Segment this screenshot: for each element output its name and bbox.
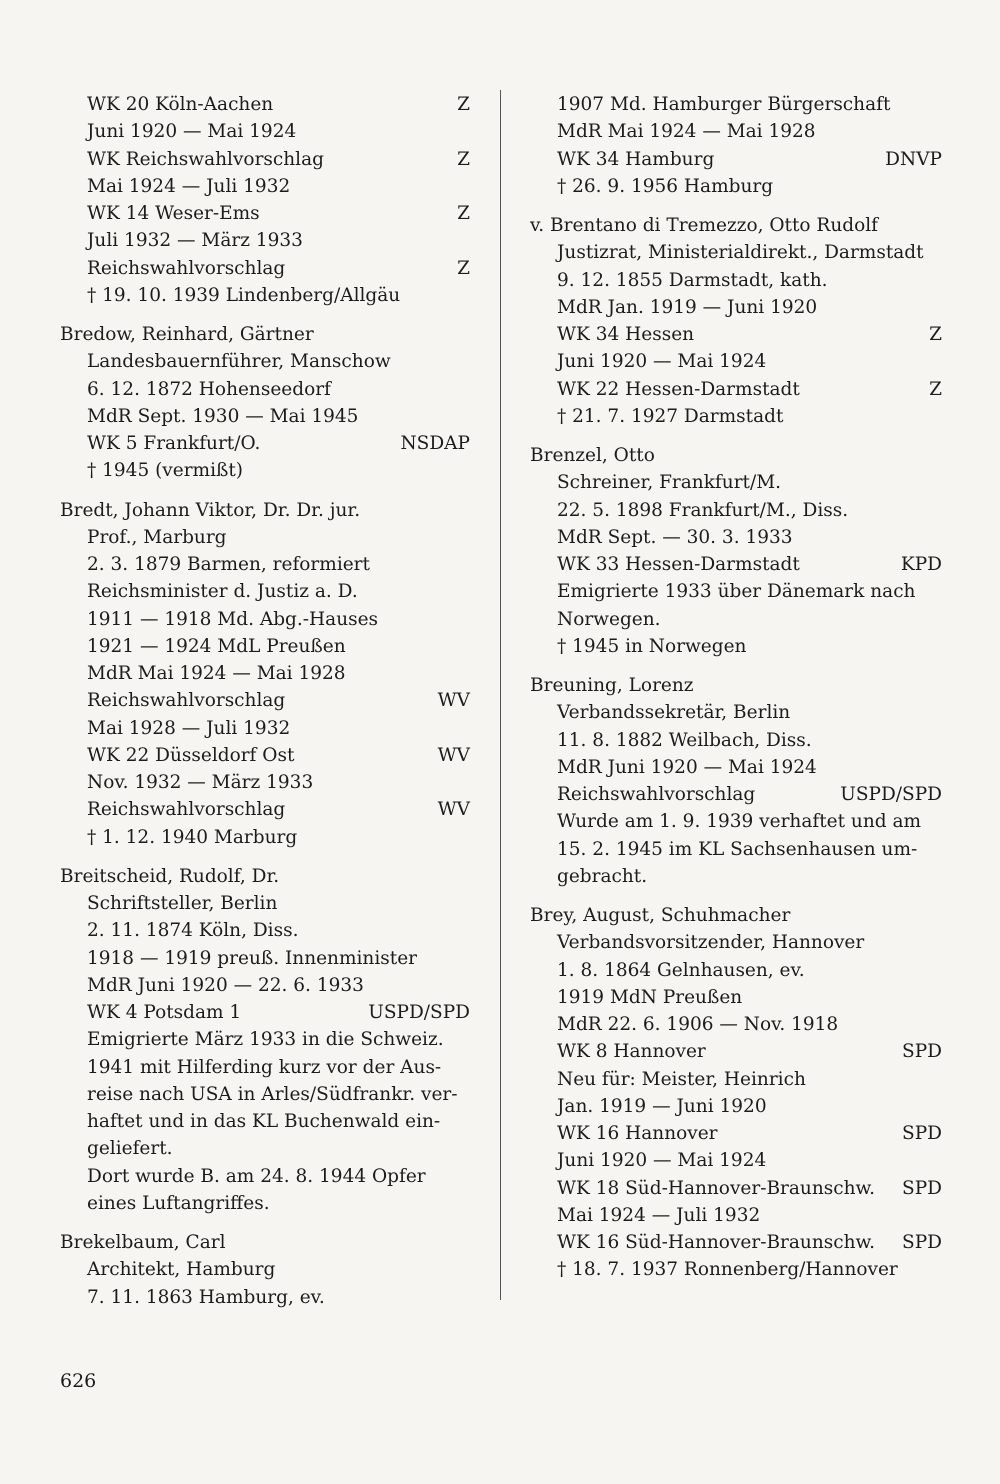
entry-line xyxy=(60,524,470,551)
party-label: SPD xyxy=(902,1041,942,1063)
entry-line xyxy=(530,808,942,835)
party-label: SPD xyxy=(902,1177,942,1199)
entry-line xyxy=(60,824,470,851)
entry-line xyxy=(530,781,942,808)
page-number: 626 xyxy=(60,1370,97,1392)
entry-line xyxy=(530,984,942,1011)
party-label: KPD xyxy=(900,554,942,575)
entry-text: Neu für: Meister, Heinrich xyxy=(557,1068,806,1090)
entry-text: † 1945 (vermißt) xyxy=(87,460,244,482)
entry-line xyxy=(530,1120,942,1147)
entry-text: 1919 MdN Preußen xyxy=(557,986,743,1008)
member-name: v. Brentano di Tremezzo, Otto Rudolf xyxy=(530,215,879,236)
member-name: Brenzel, Otto xyxy=(530,445,655,466)
entry-text: Mai 1928 — Juli 1932 xyxy=(87,717,291,739)
entry-line xyxy=(60,742,470,769)
entry-text: Juni 1920 — Mai 1924 xyxy=(557,1150,767,1172)
entry-text: WK 14 Weser-Ems xyxy=(87,203,260,224)
party-label: Z xyxy=(457,203,470,224)
column-divider xyxy=(500,90,501,1300)
entry-line xyxy=(60,1256,470,1283)
entry-text: † 18. 7. 1937 Ronnenberg/Hannover xyxy=(557,1259,898,1281)
party-label: WV xyxy=(437,744,470,766)
entry-text: 22. 5. 1898 Frankfurt/M., Diss. xyxy=(557,499,849,521)
entry-line xyxy=(60,255,470,282)
entry-line xyxy=(530,403,942,430)
entry-text: MdR Sept. — 30. 3. 1933 xyxy=(557,526,793,548)
member-name: Brey, August, Schuhmacher xyxy=(530,905,791,926)
entry-text: Emigrierte März 1933 in die Schweiz. xyxy=(87,1029,444,1051)
entry-line xyxy=(530,957,942,984)
entry-line xyxy=(530,633,942,660)
entry-line xyxy=(60,91,470,118)
entry-text: Juni 1920 — Mai 1924 xyxy=(87,121,297,143)
entry-heading xyxy=(530,672,942,699)
entry-text: MdR Sept. 1930 — Mai 1945 xyxy=(87,405,359,427)
entry-text: WK 5 Frankfurt/O. xyxy=(87,433,261,454)
entry-heading xyxy=(60,497,470,524)
entry-text: 7. 11. 1863 Hamburg, ev. xyxy=(87,1286,325,1308)
entry-text: WK 34 Hessen xyxy=(557,324,695,345)
entry-text: 9. 12. 1855 Darmstadt, kath. xyxy=(557,269,828,291)
entry-text: Wurde am 1. 9. 1939 verhaftet und am xyxy=(557,811,922,833)
entry-line xyxy=(530,239,942,266)
entry-text: 1907 Md. Hamburger Bürgerschaft xyxy=(557,94,891,115)
entry-line xyxy=(60,660,470,687)
entry-text: Mai 1924 — Juli 1932 xyxy=(87,175,291,197)
entry-line xyxy=(530,1202,942,1229)
entry-text: WK 8 Hannover xyxy=(557,1041,706,1063)
entry-text: Landesbauernführer, Manschow xyxy=(87,351,391,373)
member-name: Bredow, Reinhard, Gärtner xyxy=(60,324,314,345)
entry-line xyxy=(530,551,942,578)
entry-heading xyxy=(530,212,942,239)
entry-text: Nov. 1932 — März 1933 xyxy=(87,772,314,793)
entry-line xyxy=(60,227,470,254)
party-label: Z xyxy=(457,257,470,279)
entry-text: 6. 12. 1872 Hohenseedorf xyxy=(87,378,331,400)
entry-text: Reichswahlvorschlag xyxy=(557,784,756,805)
entry-line xyxy=(60,457,470,484)
entry-line xyxy=(60,796,470,823)
entry-line xyxy=(530,91,942,118)
entry-line xyxy=(60,999,470,1026)
entry-text: Jan. 1919 — Juni 1920 xyxy=(557,1095,767,1117)
party-label: Z xyxy=(457,148,470,170)
entry-line xyxy=(530,524,942,551)
entry-text: Architekt, Hamburg xyxy=(87,1259,276,1281)
entry-line xyxy=(530,1038,942,1065)
party-label: Z xyxy=(929,378,942,400)
entry-line xyxy=(530,1066,942,1093)
entry-line xyxy=(60,715,470,742)
entry-line xyxy=(60,430,470,457)
party-label: WV xyxy=(437,690,470,712)
entry-text: † 19. 10. 1939 Lindenberg/Allgäu xyxy=(87,284,401,306)
member-name: Brekelbaum, Carl xyxy=(60,1232,226,1253)
entry-line xyxy=(530,1175,942,1202)
entry-text: † 1. 12. 1940 Marburg xyxy=(87,826,298,848)
party-label: WV xyxy=(437,799,470,821)
entry-line xyxy=(60,972,470,999)
entry-text: 2. 11. 1874 Köln, Diss. xyxy=(87,920,299,942)
entry-text: reise nach USA in Arles/Südfrankr. ver- xyxy=(87,1083,458,1105)
entry-text: haftet und in das KL Buchenwald ein- xyxy=(87,1111,441,1132)
entry-text: Justizrat, Ministerialdirekt., Darmstadt xyxy=(557,242,924,264)
entry-line xyxy=(530,1256,942,1283)
entry-heading xyxy=(530,442,942,469)
entry-text: Norwegen. xyxy=(557,608,661,630)
entry-line xyxy=(60,1081,470,1108)
member-name: Bredt, Johann Viktor, Dr. Dr. jur. xyxy=(60,499,361,521)
entry-line xyxy=(60,282,470,309)
entry-text: MdR Juni 1920 — 22. 6. 1933 xyxy=(87,974,364,996)
entry-text: Mai 1924 — Juli 1932 xyxy=(557,1204,761,1226)
entry-text: WK 33 Hessen-Darmstadt xyxy=(557,554,800,575)
entry-line xyxy=(60,1135,470,1162)
entry-text: Juli 1932 — März 1933 xyxy=(87,230,303,252)
entry-line xyxy=(60,146,470,173)
entry-heading xyxy=(60,321,470,348)
entry-line xyxy=(530,267,942,294)
entry-line xyxy=(60,200,470,227)
entry-text: Reichsminister d. Justiz a. D. xyxy=(87,581,358,603)
entry-text: WK 16 Süd-Hannover-Braunschw. xyxy=(557,1232,876,1253)
entry-text: 11. 8. 1882 Weilbach, Diss. xyxy=(557,729,812,751)
entry-line xyxy=(530,321,942,348)
entry-text: Prof., Marburg xyxy=(87,526,227,548)
entry-text: WK 22 Hessen-Darmstadt xyxy=(557,378,800,400)
entry-text: Reichswahlvorschlag xyxy=(87,257,286,279)
entry-line xyxy=(60,769,470,796)
entry-text: Juni 1920 — Mai 1924 xyxy=(557,351,767,373)
entry-text: MdR 22. 6. 1906 — Nov. 1918 xyxy=(557,1014,839,1035)
entry-line xyxy=(530,727,942,754)
entry-line xyxy=(530,836,942,863)
party-label: USPD/SPD xyxy=(368,1002,470,1023)
entry-line xyxy=(530,376,942,403)
entry-line xyxy=(60,687,470,714)
party-label: Z xyxy=(457,94,470,115)
entry-text: WK 4 Potsdam 1 xyxy=(87,1002,242,1023)
entry-line xyxy=(60,403,470,430)
entry-text: 2. 3. 1879 Barmen, reformiert xyxy=(87,554,370,575)
party-label: NSDAP xyxy=(400,433,470,454)
entry-text: 1941 mit Hilferding kurz vor der Aus- xyxy=(87,1056,442,1078)
entry-text: MdR Juni 1920 — Mai 1924 xyxy=(557,756,817,778)
entry-line xyxy=(60,606,470,633)
party-label: SPD xyxy=(902,1232,942,1253)
entry-text: WK 16 Hannover xyxy=(557,1123,718,1144)
entry-line xyxy=(530,146,942,173)
entry-text: WK Reichswahlvorschlag xyxy=(87,148,324,170)
entry-line xyxy=(530,1093,942,1120)
entry-text: MdR Mai 1924 — Mai 1928 xyxy=(557,121,816,143)
entry-line xyxy=(530,118,942,145)
entry-text: eines Luftangriffes. xyxy=(87,1192,270,1214)
entry-text: 1. 8. 1864 Gelnhausen, ev. xyxy=(557,959,805,981)
party-label: USPD/SPD xyxy=(840,784,942,805)
entry-line xyxy=(60,578,470,605)
entry-line xyxy=(530,294,942,321)
entry-line xyxy=(60,1284,470,1311)
entry-line xyxy=(530,606,942,633)
entry-line xyxy=(530,863,942,890)
entry-line xyxy=(60,1054,470,1081)
entry-text: † 21. 7. 1927 Darmstadt xyxy=(557,405,784,427)
entry-text: 1911 — 1918 Md. Abg.-Hauses xyxy=(87,608,379,630)
entry-line xyxy=(60,633,470,660)
member-name: Breuning, Lorenz xyxy=(530,675,694,696)
entry-text: † 1945 in Norwegen xyxy=(557,635,747,657)
entry-text: geliefert. xyxy=(87,1138,173,1160)
entry-line xyxy=(530,348,942,375)
party-label: SPD xyxy=(902,1123,942,1144)
entry-text: MdR Mai 1924 — Mai 1928 xyxy=(87,663,346,684)
entry-text: WK 34 Hamburg xyxy=(557,148,715,170)
party-label: Z xyxy=(929,324,942,345)
entry-line xyxy=(530,578,942,605)
entry-heading xyxy=(60,863,470,890)
entry-text: 1921 — 1924 MdL Preußen xyxy=(87,635,346,657)
entry-line xyxy=(530,469,942,496)
entry-text: gebracht. xyxy=(557,865,648,887)
entry-line xyxy=(530,1229,942,1256)
entry-line xyxy=(60,376,470,403)
entry-line xyxy=(530,1147,942,1174)
entry-line xyxy=(530,699,942,726)
entry-text: Dort wurde B. am 24. 8. 1944 Opfer xyxy=(87,1165,426,1187)
entry-text: Verbandssekretär, Berlin xyxy=(557,702,791,724)
entry-line xyxy=(60,1108,470,1135)
entry-text: Reichswahlvorschlag xyxy=(87,690,286,712)
entry-line xyxy=(60,173,470,200)
entry-text: Verbandsvorsitzender, Hannover xyxy=(557,932,865,954)
entry-line xyxy=(60,348,470,375)
entry-text: WK 22 Düsseldorf Ost xyxy=(87,744,295,766)
entry-line xyxy=(60,1026,470,1053)
entry-line xyxy=(60,945,470,972)
entry-line xyxy=(60,917,470,944)
entry-text: Emigrierte 1933 über Dänemark nach xyxy=(557,581,916,603)
entry-line xyxy=(530,1011,942,1038)
entry-text: WK 18 Süd-Hannover-Braunschw. xyxy=(557,1177,876,1199)
entry-text: Schriftsteller, Berlin xyxy=(87,893,278,914)
entry-text: Schreiner, Frankfurt/M. xyxy=(557,472,782,494)
entry-line xyxy=(60,1163,470,1190)
entry-line xyxy=(60,890,470,917)
left-column xyxy=(60,91,470,1311)
entry-text: Reichswahlvorschlag xyxy=(87,799,286,821)
entry-line xyxy=(60,551,470,578)
entry-text: † 26. 9. 1956 Hamburg xyxy=(557,175,774,197)
entry-heading xyxy=(60,1229,470,1256)
party-label: DNVP xyxy=(885,148,942,170)
entry-line xyxy=(530,173,942,200)
entry-heading xyxy=(530,902,942,929)
member-name: Breitscheid, Rudolf, Dr. xyxy=(60,865,280,887)
entry-text: 15. 2. 1945 im KL Sachsenhausen um- xyxy=(557,838,918,860)
entry-line xyxy=(60,1190,470,1217)
entry-line xyxy=(60,118,470,145)
right-column xyxy=(530,91,942,1284)
entry-text: MdR Jan. 1919 — Juni 1920 xyxy=(557,296,818,318)
entry-line xyxy=(530,929,942,956)
entry-text: WK 20 Köln-Aachen xyxy=(87,94,274,115)
entry-line xyxy=(530,497,942,524)
entry-text: 1918 — 1919 preuß. Innenminister xyxy=(87,947,417,969)
entry-line xyxy=(530,754,942,781)
